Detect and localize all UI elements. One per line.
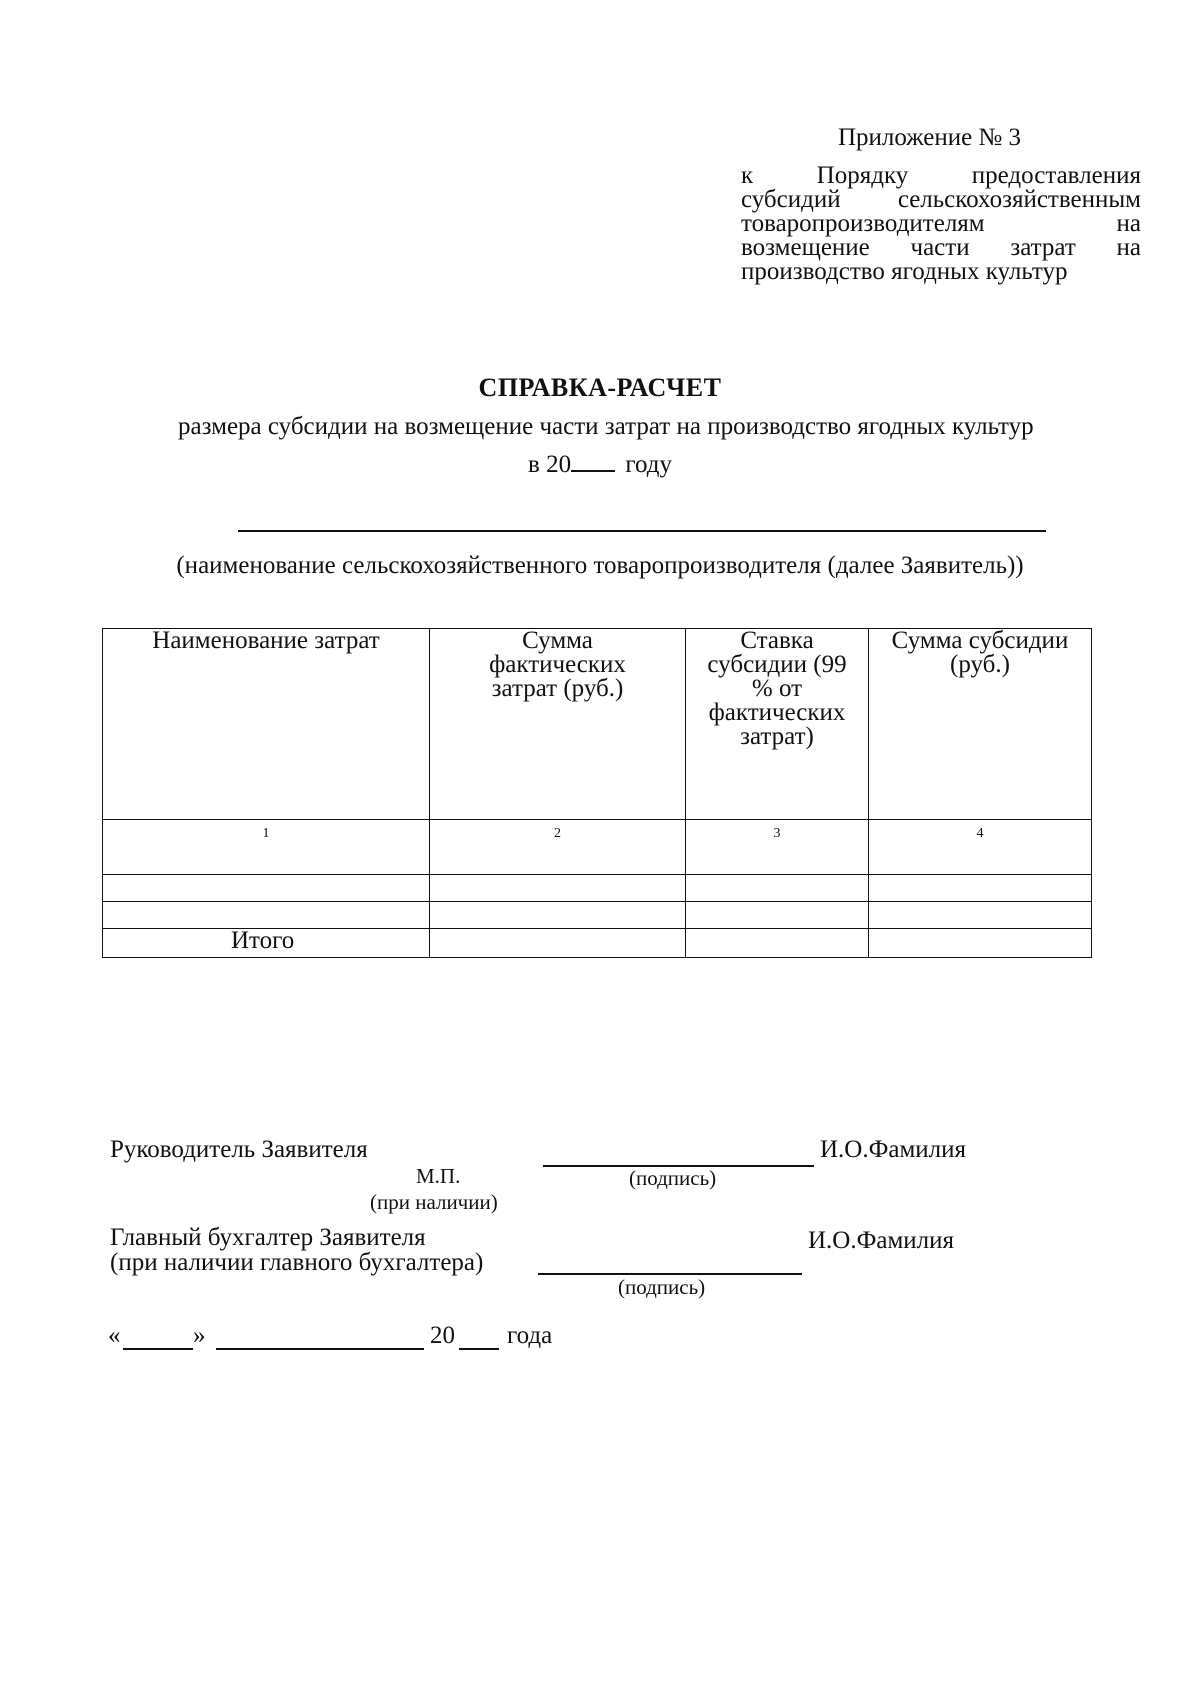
date-year-suffix: года [507,1322,553,1349]
date-year-prefix: 20 [430,1322,455,1349]
applicant-name-caption: (наименование сельскохозяйственного товаропроизводителя (далее Заявитель)) [176,552,1024,579]
table-cell[interactable] [686,875,869,902]
accountant-name: И.О.Фамилия [808,1227,955,1254]
appendix-word: предоставления [971,162,1141,189]
calculation-table [102,628,1092,958]
appendix-title: Приложение № 3 [838,124,1022,151]
year-suffix: году [625,451,672,478]
appendix-word: затрат [1010,234,1076,261]
appendix-word: субсидий [741,186,841,213]
header-cost-name: Наименование затрат [103,629,430,820]
appendix-word: на [1116,210,1141,237]
year-prefix: в 20 [528,451,572,478]
head-name: И.О.Фамилия [820,1136,967,1163]
date-month-line[interactable] [216,1348,424,1350]
appendix-line-4 [741,236,1141,260]
table-cell[interactable] [430,902,686,929]
appendix-word: сельскохозяйственным [897,186,1141,213]
appendix-line-3 [741,212,1141,236]
document-subtitle: размера субсидии на возмещение части затрат на производство ягодных культур [178,413,1034,440]
header-subsidy-rate: Ставка субсидии (99 % от фактических затрат) [686,629,869,820]
header-subsidy-amount: Сумма субсидии (руб.) [869,629,1092,820]
table-header-row [103,629,1092,820]
table-cell[interactable] [430,875,686,902]
appendix-word: товаропроизводителям [741,210,985,237]
appendix-word: производство ягодных культур [741,258,1068,285]
document-year-line [0,448,1200,479]
table-row [103,902,1092,929]
appendix-word: к [741,162,754,189]
table-total-row [103,929,1092,958]
head-label: Руководитель Заявителя [110,1136,368,1163]
applicant-name-line[interactable] [238,530,1046,532]
table-cell[interactable] [869,875,1092,902]
table-cell[interactable] [103,875,430,902]
accountant-label: Главный бухгалтер Заявителя [110,1224,426,1251]
date-year-line[interactable] [459,1348,499,1350]
column-number: 4 [869,820,1092,875]
year-blank[interactable] [571,448,615,472]
table-cell[interactable] [103,902,430,929]
stamp-note: (при наличии) [370,1190,498,1214]
appendix-line-1 [741,164,1141,188]
table-cell[interactable] [869,929,1092,958]
table-cell[interactable] [430,929,686,958]
appendix-line-2 [741,188,1141,212]
table-row [103,875,1092,902]
date-day-line[interactable] [123,1348,193,1350]
appendix-reference [741,164,1141,284]
column-number: 3 [686,820,869,875]
appendix-word: возмещение [741,234,870,261]
date-close-quote: » [193,1322,206,1349]
header-actual-cost: Сумма фактических затрат (руб.) [430,629,686,820]
column-number: 2 [430,820,686,875]
accountant-signature-caption: (подпись) [618,1275,706,1299]
accountant-label-note: (при наличии главного бухгалтера) [110,1249,484,1276]
table-cell[interactable] [686,929,869,958]
stamp-label: М.П. [416,1164,461,1188]
appendix-line-5 [741,260,1141,284]
total-label: Итого [103,929,430,958]
head-signature-caption: (подпись) [629,1166,717,1190]
column-number: 1 [103,820,430,875]
table-cell[interactable] [686,902,869,929]
appendix-word: части [910,234,970,261]
document-title: СПРАВКА-РАСЧЕТ [478,373,722,402]
table-number-row [103,820,1092,875]
appendix-word: на [1116,234,1141,261]
date-open-quote: « [108,1322,121,1349]
appendix-word: Порядку [816,162,909,189]
table-cell[interactable] [869,902,1092,929]
